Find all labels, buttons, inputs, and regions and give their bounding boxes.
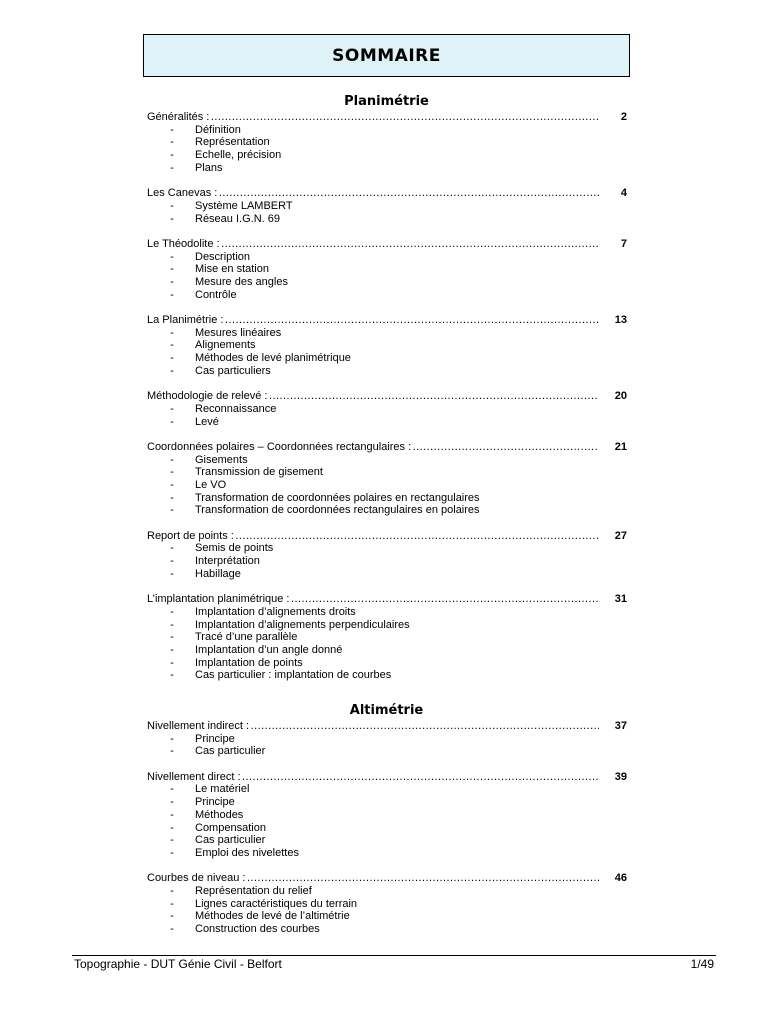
toc-subentry-label: Mise en station (195, 263, 269, 276)
toc-subentry (147, 251, 627, 264)
toc-subentry-label: Transmission de gisement (195, 466, 323, 479)
toc-dot-leader (412, 441, 599, 454)
toc-title: SOMMAIRE (332, 45, 441, 66)
list-dash: - (170, 542, 174, 555)
toc-altimetrie (147, 720, 627, 948)
list-dash: - (170, 402, 174, 415)
toc-subentry (147, 327, 627, 340)
list-dash: - (170, 783, 174, 796)
toc-subentry (147, 834, 627, 847)
list-dash: - (170, 364, 174, 377)
toc-subentry-label: Plans (195, 161, 223, 174)
toc-subentry-label: Représentation du relief (195, 884, 312, 897)
toc-subentry-label: Gisements (195, 453, 248, 466)
toc-subentry-label: Méthodes (195, 808, 244, 821)
toc-entry-page: 20 (614, 390, 627, 403)
toc-subentry-label: Description (195, 250, 251, 263)
list-dash: - (170, 326, 174, 339)
toc-subentry-label: Semis de points (195, 542, 274, 555)
toc-subentry (147, 276, 627, 289)
toc-entry-page: 39 (614, 770, 627, 783)
footer-page-number: 1/49 (690, 957, 714, 971)
list-dash: - (170, 555, 174, 568)
list-dash: - (170, 618, 174, 631)
toc-entry-line (147, 314, 627, 327)
toc-subentry-label: Lignes caractéristiques du terrain (195, 897, 358, 910)
toc-subentry (147, 809, 627, 822)
toc-subentry (147, 492, 627, 505)
list-dash: - (170, 796, 174, 809)
toc-subentry (147, 149, 627, 162)
toc-dot-leader (218, 187, 599, 200)
toc-subentry (147, 263, 627, 276)
list-dash: - (170, 910, 174, 923)
toc-entry-title: Le Théodolite : (147, 237, 220, 250)
toc-planimetrie (147, 111, 627, 695)
toc-subentry (147, 403, 627, 416)
toc-dot-leader (235, 530, 599, 543)
toc-entry (147, 390, 627, 428)
toc-entry-page: 46 (614, 872, 627, 885)
toc-subentry (147, 606, 627, 619)
section-heading-altimetrie: Altimétrie (349, 703, 424, 718)
toc-subentry-label: Reconnaissance (195, 402, 277, 415)
list-dash: - (170, 656, 174, 669)
toc-entry-page: 37 (614, 719, 627, 732)
list-dash: - (170, 339, 174, 352)
toc-subentry (147, 657, 627, 670)
toc-subentry (147, 213, 627, 226)
toc-dot-leader (268, 390, 599, 403)
toc-subentry-label: Méthodes de levé planimétrique (195, 352, 351, 365)
toc-subentry (147, 352, 627, 365)
toc-entry-title: Courbes de niveau : (147, 872, 246, 885)
toc-entry-title: Report de points : (147, 529, 234, 542)
toc-subentry-label: Méthodes de levé de l’altimétrie (195, 910, 350, 923)
toc-subentry (147, 847, 627, 860)
list-dash: - (170, 212, 174, 225)
toc-subentry-label: Alignements (195, 339, 256, 352)
toc-entry (147, 238, 627, 301)
toc-subentry-label: Principe (195, 732, 235, 745)
toc-subentry-label: Cas particulier (195, 745, 266, 758)
toc-dot-leader (224, 314, 599, 327)
toc-entry-line (147, 238, 627, 251)
toc-subentry (147, 479, 627, 492)
toc-entry-line (147, 593, 627, 606)
toc-subentry (147, 416, 627, 429)
toc-entry-line (147, 530, 627, 543)
toc-subentry-label: Implantation d’alignements perpendiculaires (195, 618, 410, 631)
toc-subentry (147, 619, 627, 632)
toc-subentry-label: Cas particulier : implantation de courbes (195, 669, 392, 682)
list-dash: - (170, 567, 174, 580)
toc-entry-title: L’implantation planimétrique : (147, 593, 290, 606)
toc-dot-leader (250, 720, 599, 733)
toc-subentry-label: Emploi des nivelettes (195, 846, 299, 859)
list-dash: - (170, 136, 174, 149)
list-dash: - (170, 199, 174, 212)
list-dash: - (170, 491, 174, 504)
toc-title-box (143, 34, 630, 77)
toc-entry (147, 720, 627, 758)
list-dash: - (170, 884, 174, 897)
toc-subentry-label: Principe (195, 796, 235, 809)
toc-subentry (147, 466, 627, 479)
footer-doc-title: Topographie - DUT Génie Civil - Belfort (74, 957, 282, 971)
list-dash: - (170, 846, 174, 859)
toc-entry-page: 4 (620, 187, 627, 200)
toc-entry (147, 111, 627, 174)
list-dash: - (170, 631, 174, 644)
toc-subentry (147, 898, 627, 911)
list-dash: - (170, 275, 174, 288)
list-dash: - (170, 263, 174, 276)
toc-dot-leader (246, 872, 599, 885)
toc-entry-line (147, 441, 627, 454)
toc-subentry (147, 631, 627, 644)
toc-entry-line (147, 872, 627, 885)
toc-subentry (147, 923, 627, 936)
list-dash: - (170, 250, 174, 263)
list-dash: - (170, 288, 174, 301)
toc-subentry-label: Mesures linéaires (195, 326, 282, 339)
toc-entry-page: 7 (620, 237, 627, 250)
toc-subentry-label: Interprétation (195, 555, 260, 568)
toc-subentry-label: Le VO (195, 478, 227, 491)
toc-entry-page: 27 (614, 529, 627, 542)
toc-subentry-label: Représentation (195, 136, 270, 149)
toc-subentry (147, 555, 627, 568)
toc-dot-leader (242, 771, 599, 784)
toc-subentry (147, 910, 627, 923)
toc-subentry-label: Système LAMBERT (195, 199, 293, 212)
toc-subentry (147, 542, 627, 555)
toc-subentry-label: Cas particulier (195, 834, 266, 847)
list-dash: - (170, 897, 174, 910)
list-dash: - (170, 123, 174, 136)
toc-subentry-label: Echelle, précision (195, 149, 282, 162)
toc-subentry-label: Réseau I.G.N. 69 (195, 212, 280, 225)
list-dash: - (170, 923, 174, 935)
toc-subentry (147, 200, 627, 213)
toc-entry (147, 530, 627, 581)
toc-entry-line (147, 187, 627, 200)
toc-subentry (147, 365, 627, 378)
footer-divider (72, 955, 716, 956)
list-dash: - (170, 453, 174, 466)
toc-subentry-label: Transformation de coordonnées rectangulaires en polaires (195, 504, 480, 517)
toc-entry (147, 441, 627, 517)
toc-entry-line (147, 771, 627, 784)
toc-entry-page: 2 (620, 110, 627, 123)
toc-subentry (147, 733, 627, 746)
list-dash: - (170, 669, 174, 682)
toc-subentry (147, 339, 627, 352)
toc-subentry (147, 289, 627, 302)
toc-subentry-label: Mesure des angles (195, 275, 288, 288)
toc-entry-line (147, 390, 627, 403)
toc-entry-title: Nivellement indirect : (147, 719, 250, 732)
toc-subentry (147, 796, 627, 809)
list-dash: - (170, 834, 174, 847)
list-dash: - (170, 605, 174, 618)
list-dash: - (170, 149, 174, 162)
toc-subentry-label: Transformation de coordonnées polaires en rectangulaires (195, 491, 480, 504)
section-heading-planimetrie: Planimétrie (344, 94, 429, 109)
toc-subentry (147, 885, 627, 898)
toc-subentry (147, 454, 627, 467)
toc-subentry (147, 783, 627, 796)
toc-entry-title: La Planimétrie : (147, 313, 224, 326)
toc-entry (147, 593, 627, 682)
toc-subentry-label: Le matériel (195, 783, 250, 796)
toc-subentry-label: Cas particuliers (195, 364, 271, 377)
list-dash: - (170, 504, 174, 517)
toc-dot-leader (210, 111, 599, 124)
toc-entry-page: 31 (614, 593, 627, 606)
list-dash: - (170, 732, 174, 745)
toc-subentry-label: Compensation (195, 821, 266, 834)
toc-dot-leader (290, 593, 599, 606)
toc-subentry-label: Construction des courbes (195, 923, 320, 935)
toc-subentry-label: Implantation de points (195, 656, 303, 669)
toc-entry-title: Méthodologie de relevé : (147, 390, 268, 403)
list-dash: - (170, 745, 174, 758)
toc-entry (147, 187, 627, 225)
toc-subentry (147, 162, 627, 175)
toc-subentry-label: Implantation d’alignements droits (195, 605, 356, 618)
toc-entry (147, 314, 627, 377)
list-dash: - (170, 808, 174, 821)
list-dash: - (170, 643, 174, 656)
toc-entry-line (147, 720, 627, 733)
toc-entry-page: 13 (614, 313, 627, 326)
list-dash: - (170, 161, 174, 174)
toc-entry-title: Les Canevas : (147, 187, 218, 200)
toc-entry-title: Généralités : (147, 110, 210, 123)
toc-subentry (147, 124, 627, 137)
toc-subentry (147, 644, 627, 657)
toc-entry (147, 872, 627, 935)
toc-subentry-label: Implantation d’un angle donné (195, 643, 343, 656)
toc-subentry (147, 669, 627, 682)
list-dash: - (170, 415, 174, 428)
toc-entry-page: 21 (614, 440, 627, 453)
list-dash: - (170, 821, 174, 834)
toc-subentry (147, 745, 627, 758)
toc-subentry-label: Habillage (195, 567, 241, 580)
toc-subentry-label: Définition (195, 123, 241, 136)
list-dash: - (170, 466, 174, 479)
list-dash: - (170, 478, 174, 491)
toc-dot-leader (221, 238, 599, 251)
toc-subentry (147, 822, 627, 835)
toc-subentry-label: Levé (195, 415, 219, 428)
toc-subentry-label: Tracé d’une parallèle (195, 631, 298, 644)
list-dash: - (170, 352, 174, 365)
toc-subentry (147, 504, 627, 517)
toc-entry-line (147, 111, 627, 124)
toc-subentry-label: Contrôle (195, 288, 237, 301)
toc-subentry (147, 136, 627, 149)
toc-subentry (147, 568, 627, 581)
toc-entry-title: Nivellement direct : (147, 770, 241, 783)
toc-entry-title: Coordonnées polaires – Coordonnées rectangulaires : (147, 440, 412, 453)
toc-entry (147, 771, 627, 860)
